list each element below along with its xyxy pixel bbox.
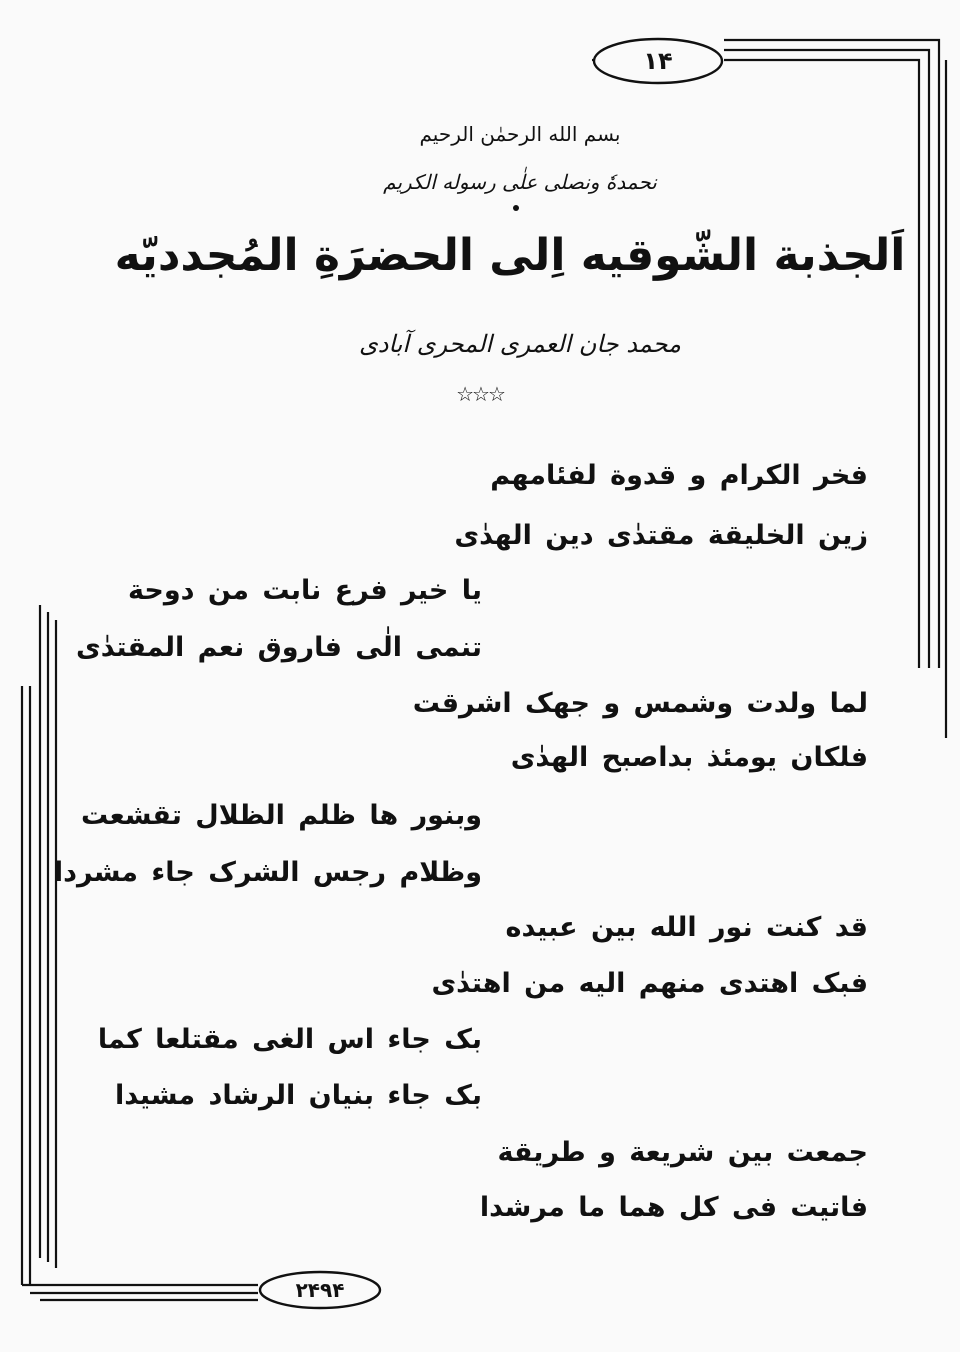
poem-line: تنمی الٰی فاروق نعم المقتدٰی [75,632,482,663]
poem-line: يا خير فرع نابت من دوحة [128,575,482,606]
salawat: نحمدهٗ ونصلی علٰی رسوله الکريم [383,170,657,194]
poem-line: جمعت بين شريعة و طريقة [497,1137,868,1168]
ornament-dot [513,205,519,211]
footer-number: ۲۴۹۴ [295,1278,345,1302]
poem-line: فخر الكرام و قدوة لفئامهم [490,460,868,491]
poem-line: فبک اهتدی منهم اليه من اهتدٰی [431,968,868,999]
page-number: ۱۴ [643,47,673,75]
poem-line: زين الخليقة مقتدٰی دين الهدٰی [454,520,868,551]
poem-line: فلکان يومئذ بداصبح الهدٰی [510,742,868,773]
poem-line: وبنور ها ظلم الظلال تقشعت [81,800,482,831]
star-ornament: ☆☆☆ [456,382,504,406]
poem-line: وظلام رجس الشرک جاء مشردا [53,857,482,888]
poem-line: قد کنت نور الله بين عبيده [505,912,868,943]
poem-line: بک جاء بنيان الرشاد مشيدا [115,1080,482,1111]
basmala: بسم الله الرحمٰن الرحيم [419,122,621,146]
poem-line: بک جاء اس الغی مقتلعا کما [97,1024,482,1055]
author-name: محمد جان العمری المحری آبادی [358,330,682,358]
poem-line: فاتيت فی کل هما ما مرشدا [479,1192,868,1223]
page-title: اَلجذبة الشّوقيه اِلی الحضرَةِ المُجدديّه [114,230,906,281]
poem-line: لما ولدت وشمس و جهک اشرقت [412,688,868,719]
